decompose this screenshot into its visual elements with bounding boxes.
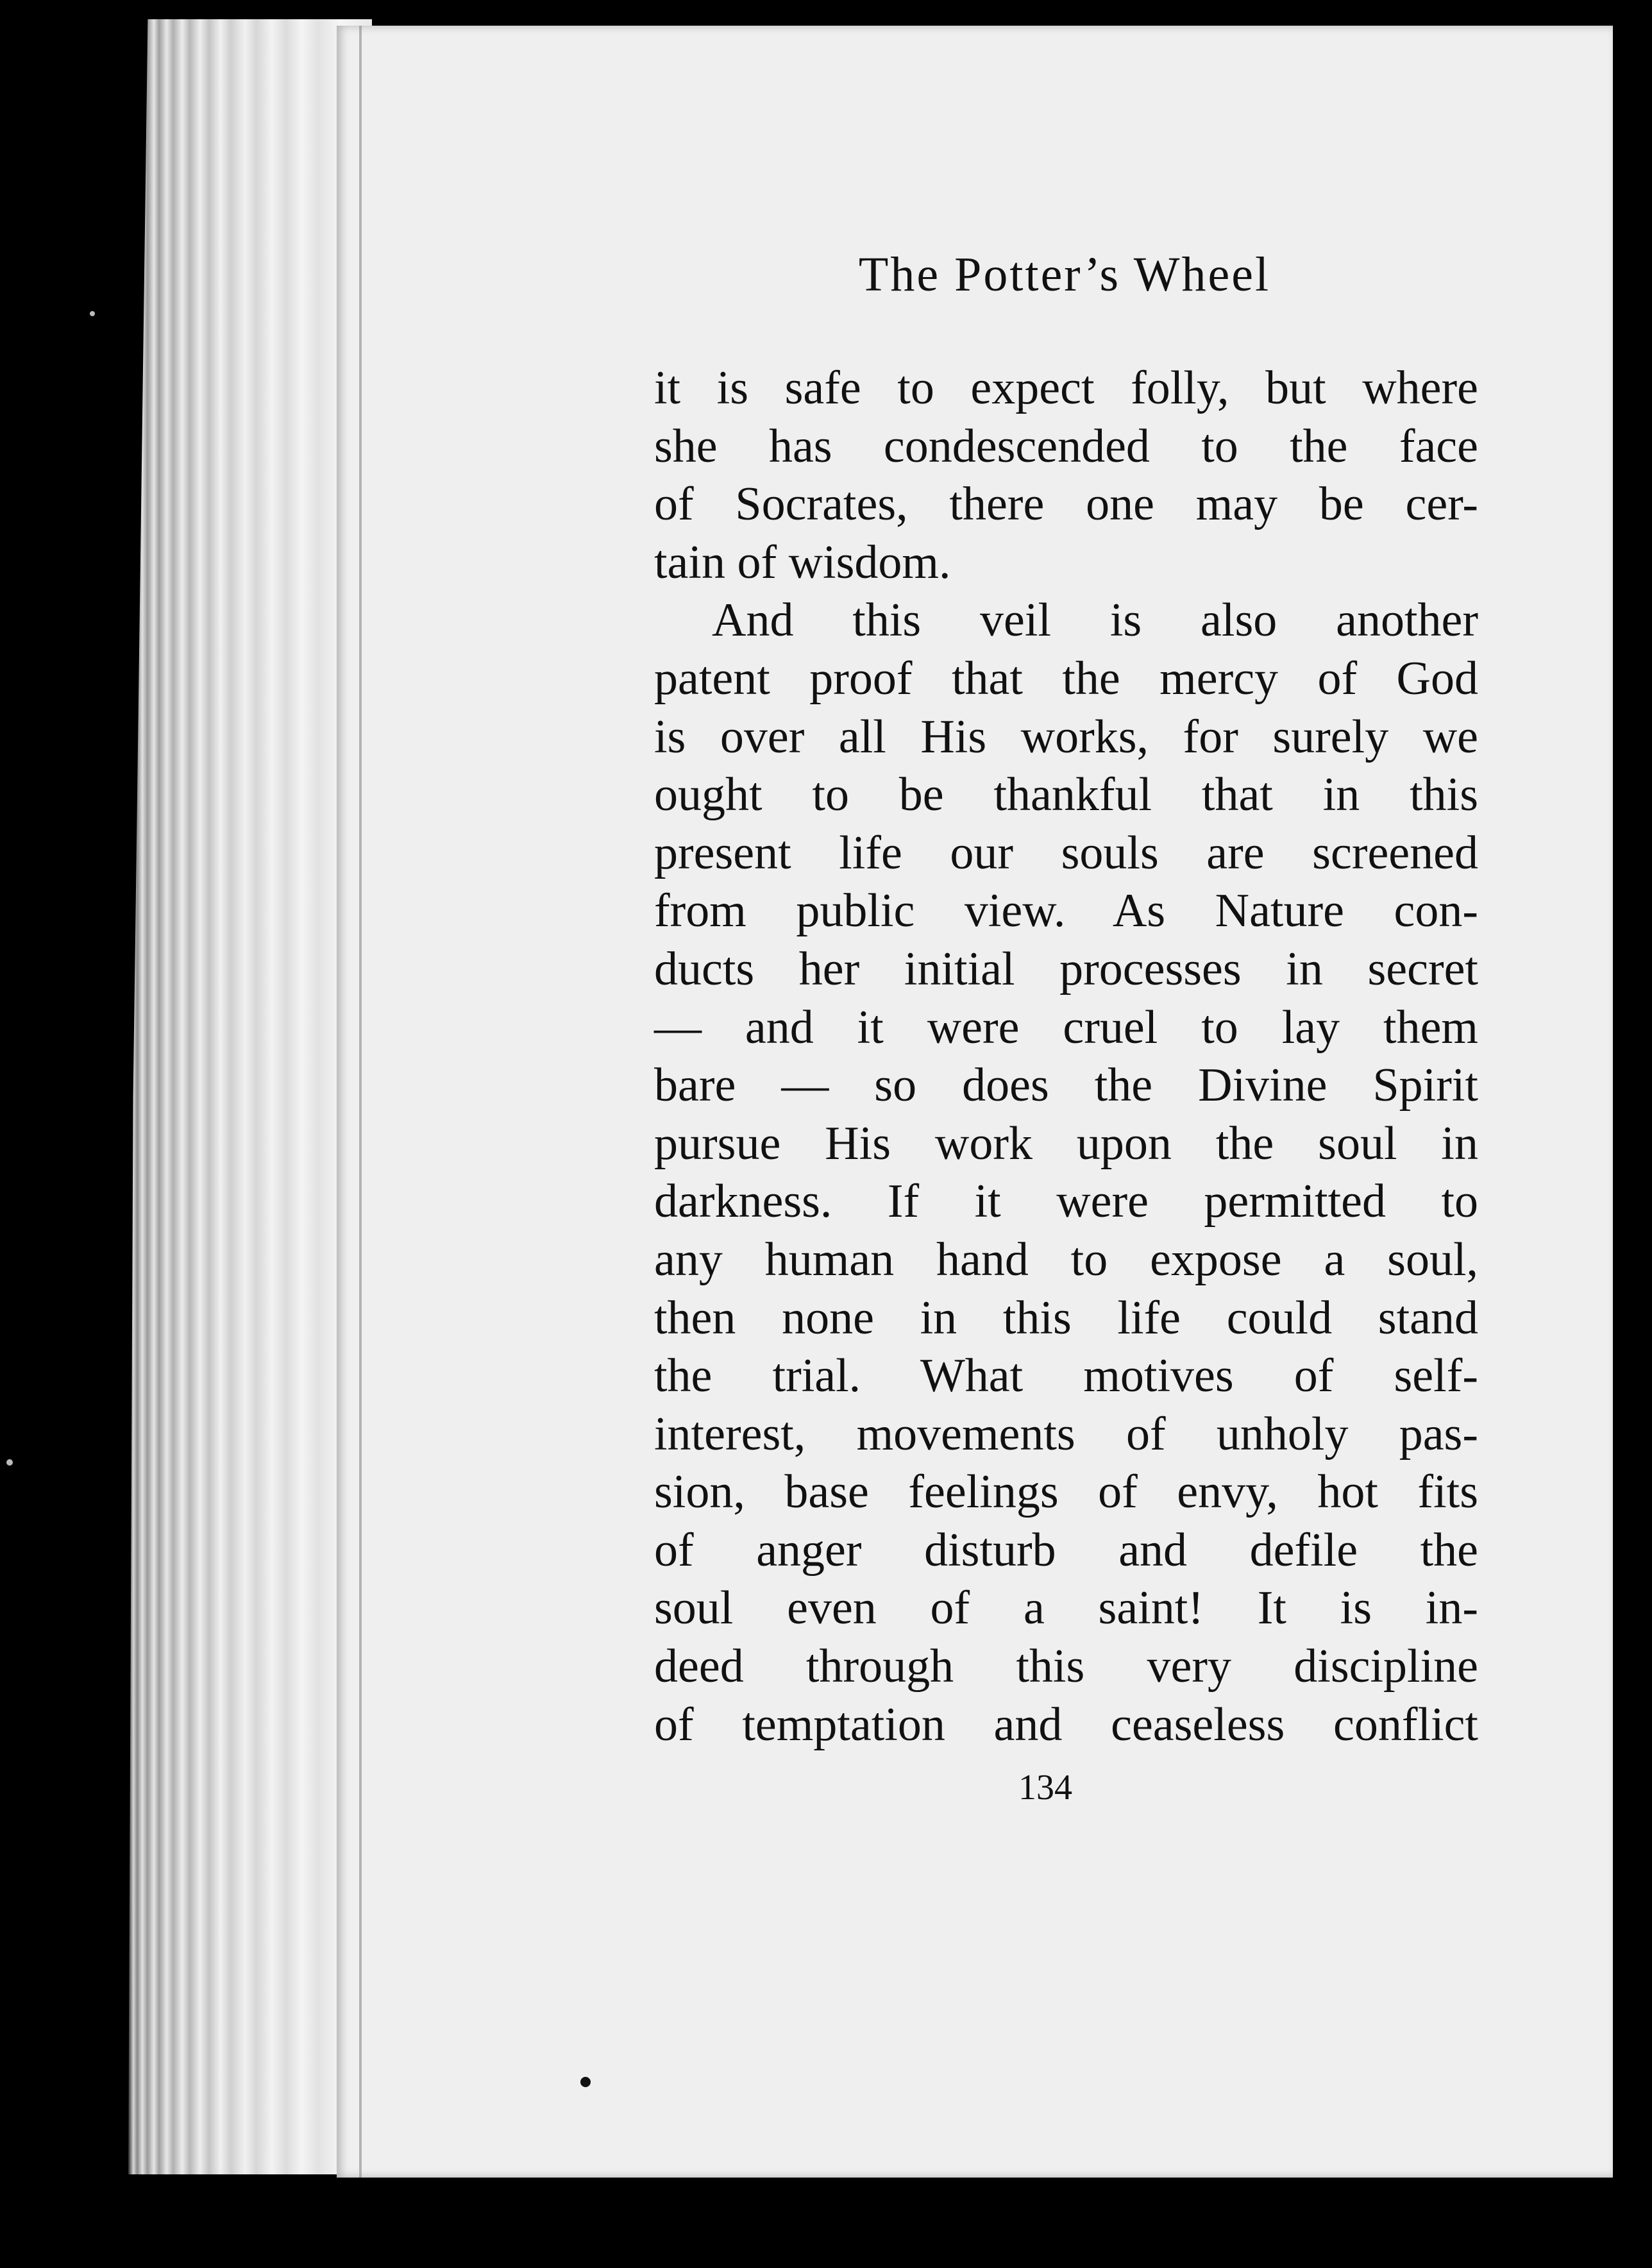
text-line: is over all His works, for surely we	[654, 710, 1478, 763]
text-line: soul even of a saint! It is in-	[654, 1582, 1478, 1635]
text-line: then none in this life could stand	[654, 1291, 1478, 1344]
text-line: And this veil is also another	[712, 594, 1478, 647]
running-head: The Potter’s Wheel	[858, 248, 1271, 301]
text-line: darkness. If it were permitted to	[654, 1175, 1478, 1228]
text-line: it is safe to expect folly, but where	[654, 362, 1478, 414]
text-line: sion, base feelings of envy, hot fits	[654, 1466, 1478, 1519]
text-line: she has condescended to the face	[654, 419, 1478, 473]
text-line: the trial. What motives of self-	[654, 1350, 1478, 1403]
ink-speck	[580, 2077, 591, 2087]
text-line: ought to be thankful that in this	[654, 768, 1478, 822]
text-line: patent proof that the mercy of God	[654, 652, 1478, 705]
text-line: — and it were cruel to lay them	[654, 1001, 1478, 1054]
body-text	[654, 359, 1478, 1754]
text-line: tain of wisdom.	[654, 536, 951, 589]
text-line: interest, movements of unholy pas-	[654, 1407, 1478, 1460]
page-fold	[359, 26, 362, 2178]
text-line: of Socrates, there one may be cer-	[654, 478, 1478, 531]
ink-speck	[6, 1459, 13, 1466]
text-line: of anger disturb and defile the	[654, 1523, 1478, 1577]
text-line: pursue His work upon the soul in	[654, 1117, 1478, 1170]
text-line: deed through this very discipline	[654, 1640, 1478, 1693]
text-line: present life our souls are screened	[654, 826, 1478, 879]
text-line: bare — so does the Divine Spirit	[654, 1059, 1478, 1112]
page-edges	[128, 19, 372, 2174]
text-line: any human hand to expose a soul,	[654, 1233, 1478, 1286]
text-line: from public view. As Nature con-	[654, 884, 1478, 938]
ink-speck	[90, 311, 95, 316]
page-number: 134	[1018, 1768, 1072, 1807]
text-line: ducts her initial processes in secret	[654, 942, 1478, 995]
text-line: of temptation and ceaseless conflict	[654, 1698, 1478, 1751]
